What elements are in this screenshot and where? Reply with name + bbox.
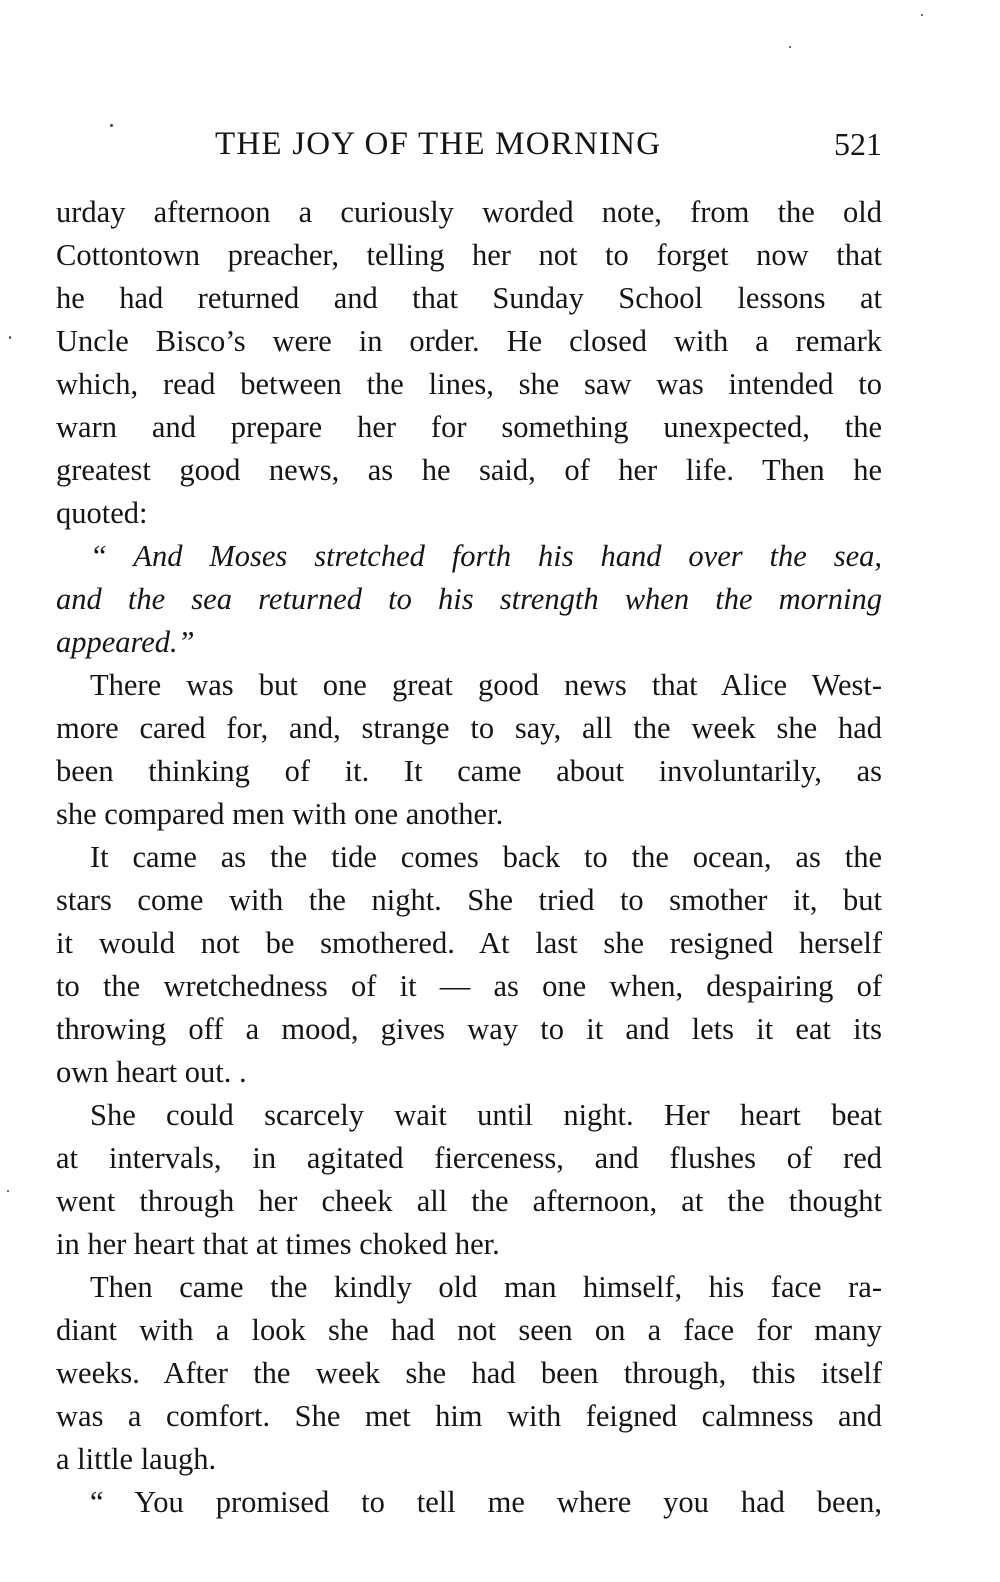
text-line: weeks. After the week she had been through, this itself bbox=[56, 1356, 882, 1390]
text-line: own heart out. . bbox=[56, 1055, 247, 1089]
text-line: greatest good news, as he said, of her life. Then he bbox=[56, 453, 882, 487]
page-header bbox=[60, 122, 882, 166]
print-speck bbox=[789, 46, 791, 48]
quotation-line: appeared.” bbox=[56, 625, 195, 659]
text-line: at intervals, in agitated fierceness, and flushes of red bbox=[56, 1141, 882, 1175]
text-line: it would not be smothered. At last she resigned herself bbox=[56, 926, 882, 960]
text-line: to the wretchedness of it — as one when, despairing of bbox=[56, 969, 882, 1003]
text-line: warn and prepare her for something unexpected, the bbox=[56, 410, 882, 444]
quotation-line: and the sea returned to his strength when the morning bbox=[56, 582, 882, 616]
text-line: was a comfort. She met him with feigned calmness and bbox=[56, 1399, 882, 1433]
text-line: been thinking of it. It came about involuntarily, as bbox=[56, 754, 882, 788]
text-line: She could scarcely wait until night. Her heart beat bbox=[90, 1098, 882, 1132]
print-speck bbox=[921, 14, 923, 16]
page-number: 521 bbox=[834, 126, 882, 162]
text-line: There was but one great good news that Alice West- bbox=[90, 668, 882, 702]
text-line: a little laugh. bbox=[56, 1442, 217, 1476]
print-speck bbox=[9, 336, 11, 339]
text-line: urday afternoon a curiously worded note, from the old bbox=[56, 195, 882, 229]
text-line: throwing off a mood, gives way to it and lets it eat its bbox=[56, 1012, 882, 1046]
text-line: Cottontown preacher, telling her not to forget now that bbox=[56, 238, 882, 272]
print-speck bbox=[7, 1190, 9, 1192]
text-line: he had returned and that Sunday School lessons at bbox=[56, 281, 882, 315]
running-title: THE JOY OF THE MORNING bbox=[215, 126, 662, 162]
text-line: Then came the kindly old man himself, his face ra- bbox=[90, 1270, 882, 1304]
text-line: Uncle Bisco’s were in order. He closed with a remark bbox=[56, 324, 882, 358]
text-line: quoted: bbox=[56, 496, 148, 530]
text-line: diant with a look she had not seen on a face for many bbox=[56, 1313, 882, 1347]
text-line: “ You promised to tell me where you had been, bbox=[90, 1485, 882, 1519]
text-line: more cared for, and, strange to say, all the week she had bbox=[56, 711, 882, 745]
text-line: in her heart that at times choked her. bbox=[56, 1227, 500, 1261]
text-line: which, read between the lines, she saw was intended to bbox=[56, 367, 882, 401]
text-line: she compared men with one another. bbox=[56, 797, 504, 831]
body-text bbox=[56, 191, 882, 1524]
text-line: went through her cheek all the afternoon, at the thought bbox=[56, 1184, 882, 1218]
text-line: stars come with the night. She tried to smother it, but bbox=[56, 883, 882, 917]
quotation-line: “ And Moses stretched forth his hand over the sea, bbox=[90, 539, 882, 573]
text-line: It came as the tide comes back to the ocean, as the bbox=[90, 840, 882, 874]
